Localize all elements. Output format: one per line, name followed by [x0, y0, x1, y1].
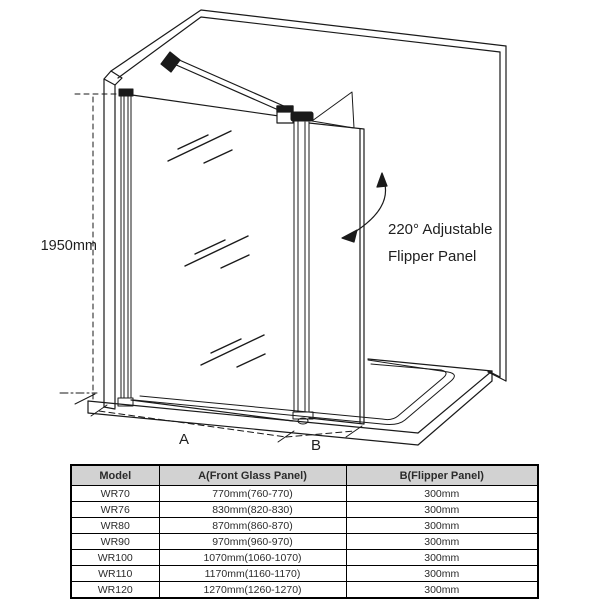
flipper-annotation-line2: Flipper Panel [388, 248, 477, 265]
cell-model: WR100 [71, 550, 159, 566]
cell-model: WR90 [71, 534, 159, 550]
table-row [71, 502, 538, 518]
cell-a: 970mm(960-970) [159, 534, 346, 550]
cell-b: 300mm [346, 518, 538, 534]
cell-b: 300mm [346, 566, 538, 582]
header-front-glass-panel: A(Front Glass Panel) [159, 465, 346, 486]
cell-a: 770mm(760-770) [159, 486, 346, 502]
cell-model: WR76 [71, 502, 159, 518]
spec-table-header-row [71, 465, 538, 486]
cell-model: WR110 [71, 566, 159, 582]
cell-a: 830mm(820-830) [159, 502, 346, 518]
height-label: 1950mm [40, 238, 97, 254]
cell-model: WR70 [71, 486, 159, 502]
cell-b: 300mm [346, 550, 538, 566]
dimension-a-label: A [178, 431, 190, 448]
wall-profile [118, 89, 133, 406]
front-glass-panel [131, 95, 293, 421]
table-row [71, 566, 538, 582]
glass-reflection-marks [168, 131, 265, 367]
cell-b: 300mm [346, 534, 538, 550]
pivot-post [291, 112, 313, 424]
dimension-b-label: B [310, 437, 322, 454]
cell-model: WR80 [71, 518, 159, 534]
cell-b: 300mm [346, 486, 538, 502]
table-row [71, 534, 538, 550]
flipper-ghost-outline [312, 92, 354, 128]
cell-model: WR120 [71, 582, 159, 599]
left-wall-edge [104, 71, 122, 409]
header-model: Model [71, 465, 159, 486]
flipper-panel [309, 123, 364, 424]
cell-a: 1270mm(1260-1270) [159, 582, 346, 599]
flipper-annotation [388, 221, 492, 265]
header-flipper-panel: B(Flipper Panel) [346, 465, 538, 486]
cell-a: 1170mm(1160-1170) [159, 566, 346, 582]
cell-b: 300mm [346, 502, 538, 518]
flipper-annotation-line1: 220° Adjustable [388, 221, 493, 238]
spec-table [70, 464, 539, 599]
cell-a: 870mm(860-870) [159, 518, 346, 534]
table-row [71, 550, 538, 566]
table-row [71, 486, 538, 502]
support-bar [161, 52, 293, 123]
cell-b: 300mm [346, 582, 538, 599]
table-row [71, 518, 538, 534]
cell-a: 1070mm(1060-1070) [159, 550, 346, 566]
table-row [71, 582, 538, 599]
